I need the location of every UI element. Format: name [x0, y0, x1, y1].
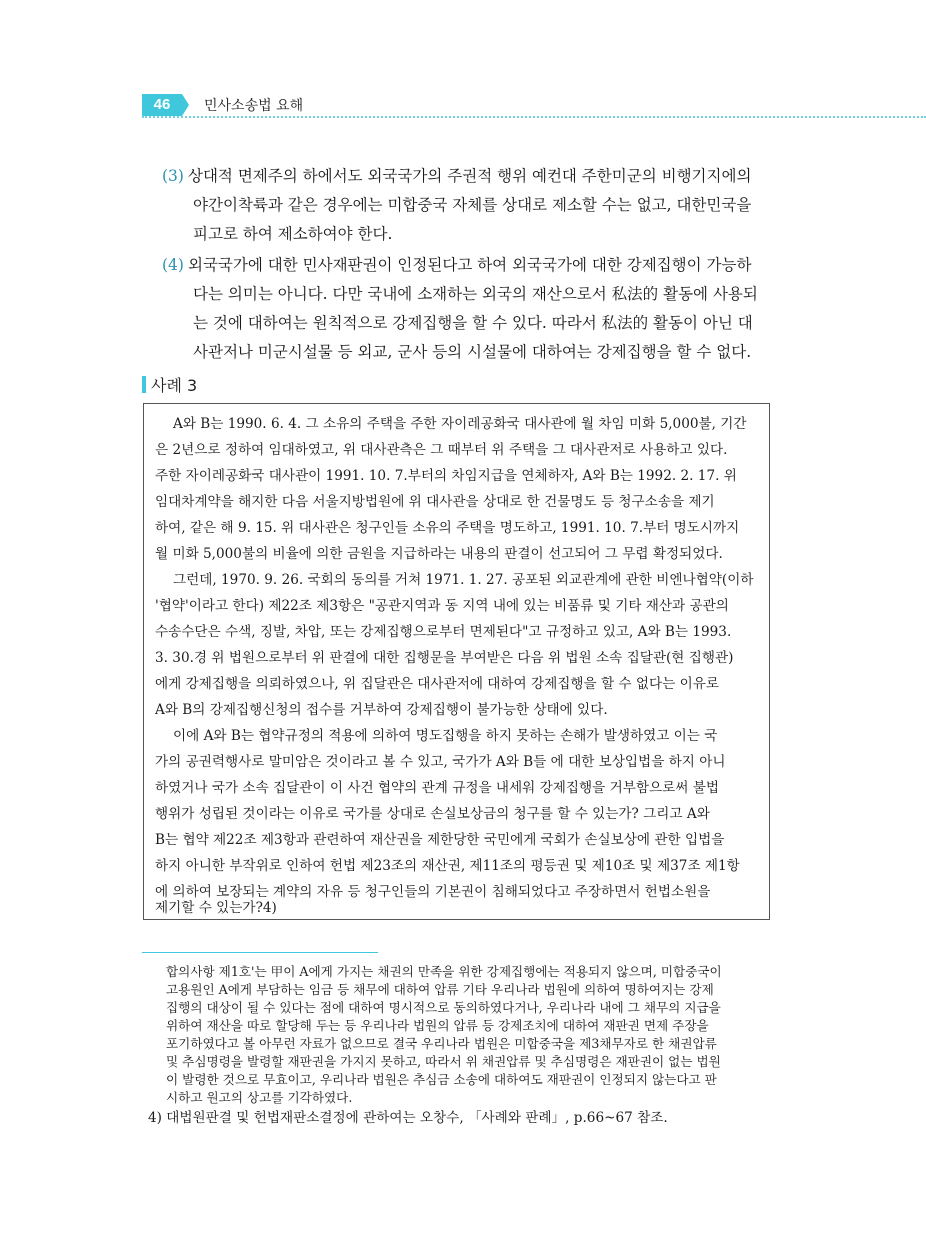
footnote-4: 4) 대법원판결 및 헌법재판소결정에 관하여는 오창수, 「사례와 판례」, p.66~67 참조.	[148, 1110, 668, 1126]
case-line: 하지 아니한 부작위로 인하여 헌법 제23조의 재산권, 제11조의 평등권 및 제10조 및 제37조 제1항	[155, 858, 740, 874]
footnote-line: 포기하였다고 볼 아무런 자료가 없으므로 결국 우리나라 법원은 미합중국을 제3채무자로 한 채권압류	[166, 1036, 717, 1051]
footnote-line: 시하고 원고의 상고를 기각하였다.	[166, 1090, 353, 1105]
item-3	[162, 162, 772, 249]
item-4-number: (4)	[162, 256, 184, 274]
case-line: 에게 강제집행을 의뢰하였으나, 위 집달관은 대사관저에 대하여 강제집행을 할 수 없다는 이유로	[155, 676, 719, 692]
item-3-line-2: 야간이착륙과 같은 경우에는 미합중국 자체를 상대로 제소할 수는 없고, 대한민국을	[193, 196, 752, 214]
case-line: '협약'이라고 한다) 제22조 제3항은 "공관지역과 동 지역 내에 있는 비품류 및 기타 재산과 공관의	[155, 598, 729, 614]
case-line: 하였거나 국가 소속 집달관이 이 사건 협약의 관계 규정을 내세워 강제집행을 거부함으로써 불법	[155, 780, 719, 796]
item-4	[162, 251, 772, 367]
case-line: B는 협약 제22조 제3항과 관련하여 재산권을 제한당한 국민에게 국회가 손실보상에 관한 입법을	[155, 832, 725, 848]
case-line: 행위가 성립된 것이라는 이유로 국가를 상대로 손실보상금의 청구를 할 수 있는가? 그리고 A와	[155, 806, 710, 822]
item-4-line-1: (4) 외국국가에 대한 민사재판권이 인정된다고 하여 외국국가에 대한 강제집행이 가능하	[162, 256, 752, 274]
case-heading-marker	[142, 376, 146, 393]
case-line: 이에 A와 B는 협약규정의 적용에 의하여 명도집행을 하지 못하는 손해가 발생하였고 이는 국	[173, 728, 718, 744]
item-3-line-3: 피고로 하여 제소하여야 한다.	[193, 225, 393, 243]
case-line: A와 B는 1990. 6. 4. 그 소유의 주택을 주한 자이레공화국 대사관에 월 차임 미화 5,000불, 기간	[173, 416, 747, 432]
item-4-line-3: 는 것에 대하여는 원칙적으로 강제집행을 할 수 있다. 따라서 私法的 활동이 아닌 대	[193, 314, 753, 332]
case-line: 에 의하여 보장되는 계약의 자유 등 청구인들의 기본권이 침해되었다고 주장하면서 헌법소원을	[155, 884, 711, 900]
footnote-line: 고용원인 A에게 부담하는 임금 등 채무에 대하여 압류 기타 우리나라 법원에 의하여 명하여지는 강제	[166, 982, 714, 997]
footnote-line: 및 추심명령을 발령할 재판권을 가지지 못하고, 따라서 위 채권압류 및 추심명령은 재판권이 없는 법원	[166, 1054, 721, 1069]
case-line: 제기할 수 있는가?4)	[155, 900, 277, 916]
case-line: 3. 30.경 위 법원으로부터 위 판결에 대한 집행문을 부여받은 다음 위 법원 소속 집달관(현 집행관)	[155, 650, 734, 666]
case-heading-text: 사례 3	[151, 376, 198, 395]
footnote-line: 집행의 대상이 될 수 있다는 점에 대하여 명시적으로 동의하였다거나, 우리나라 내에 그 채무의 지급을	[166, 1000, 721, 1015]
running-header	[142, 92, 926, 118]
item-3-line-1: (3) 상대적 면제주의 하에서도 외국국가의 주권적 행위 예컨대 주한미군의 비행기지에의	[162, 167, 752, 185]
item-4-line-4: 사관저나 미군시설물 등 외교, 군사 등의 시설물에 대하여는 강제집행을 할 수 없다.	[193, 343, 752, 361]
case-line: 수송수단은 수색, 징발, 차압, 또는 강제집행으로부터 면제된다"고 규정하고 있고, A와 B는 1993.	[155, 624, 732, 640]
case-line: 가의 공권력행사로 말미암은 것이라고 볼 수 있고, 국가가 A와 B들 에 대한 보상입법을 하지 아니	[155, 754, 726, 770]
footnote-line: 위하여 재산을 따로 할당해 두는 등 우리나라 법원의 압류 등 강제조치에 대하여 재판권 면제 주장을	[166, 1018, 709, 1033]
item-4-line-2: 다는 의미는 아니다. 다만 국내에 소재하는 외국의 재산으로서 私法的 활동에 사용되	[193, 285, 758, 303]
header-dotted-rule	[142, 116, 926, 118]
case-line: 그런데, 1970. 9. 26. 국회의 동의를 거쳐 1971. 1. 27. 공포된 외교관계에 관한 비엔나협약(이하	[173, 572, 754, 588]
page-number: 46	[142, 94, 182, 116]
case-line: 은 2년으로 정하여 임대하였고, 위 대사관측은 그 때부터 위 주택을 그 대사관저로 사용하고 있다.	[155, 442, 728, 458]
case-line: 하여, 같은 해 9. 15. 위 대사관은 청구인들 소유의 주택을 명도하고, 1991. 10. 7.부터 명도시까지	[155, 520, 740, 536]
item-3-number: (3)	[162, 167, 184, 185]
case-line: A와 B의 강제집행신청의 접수를 거부하여 강제집행이 불가능한 상태에 있다.	[155, 702, 608, 718]
book-title: 민사소송법 요해	[204, 98, 304, 114]
page-number-tab-notch	[182, 94, 189, 116]
case-line: 임대차계약을 해지한 다음 서울지방법원에 위 대사관을 상대로 한 건물명도 등 청구소송을 제기	[155, 494, 715, 510]
footnote-line: 이 발령한 것으로 무효이고, 우리나라 법원은 추심금 소송에 대하여도 재판권이 인정되지 않는다고 판	[166, 1072, 717, 1087]
case-line: 주한 자이레공화국 대사관이 1991. 10. 7.부터의 차임지급을 연체하자, A와 B는 1992. 2. 17. 위	[155, 468, 737, 484]
footnote-line: 합의사항 제1호'는 甲이 A에게 가지는 채권의 만족을 위한 강제집행에는 적용되지 않으며, 미합중국이	[166, 964, 722, 979]
case-line: 월 미화 5,000불의 비율에 의한 금원을 지급하라는 내용의 판결이 선고되어 그 무렵 확정되었다.	[155, 546, 723, 562]
footnote-separator	[142, 952, 378, 953]
